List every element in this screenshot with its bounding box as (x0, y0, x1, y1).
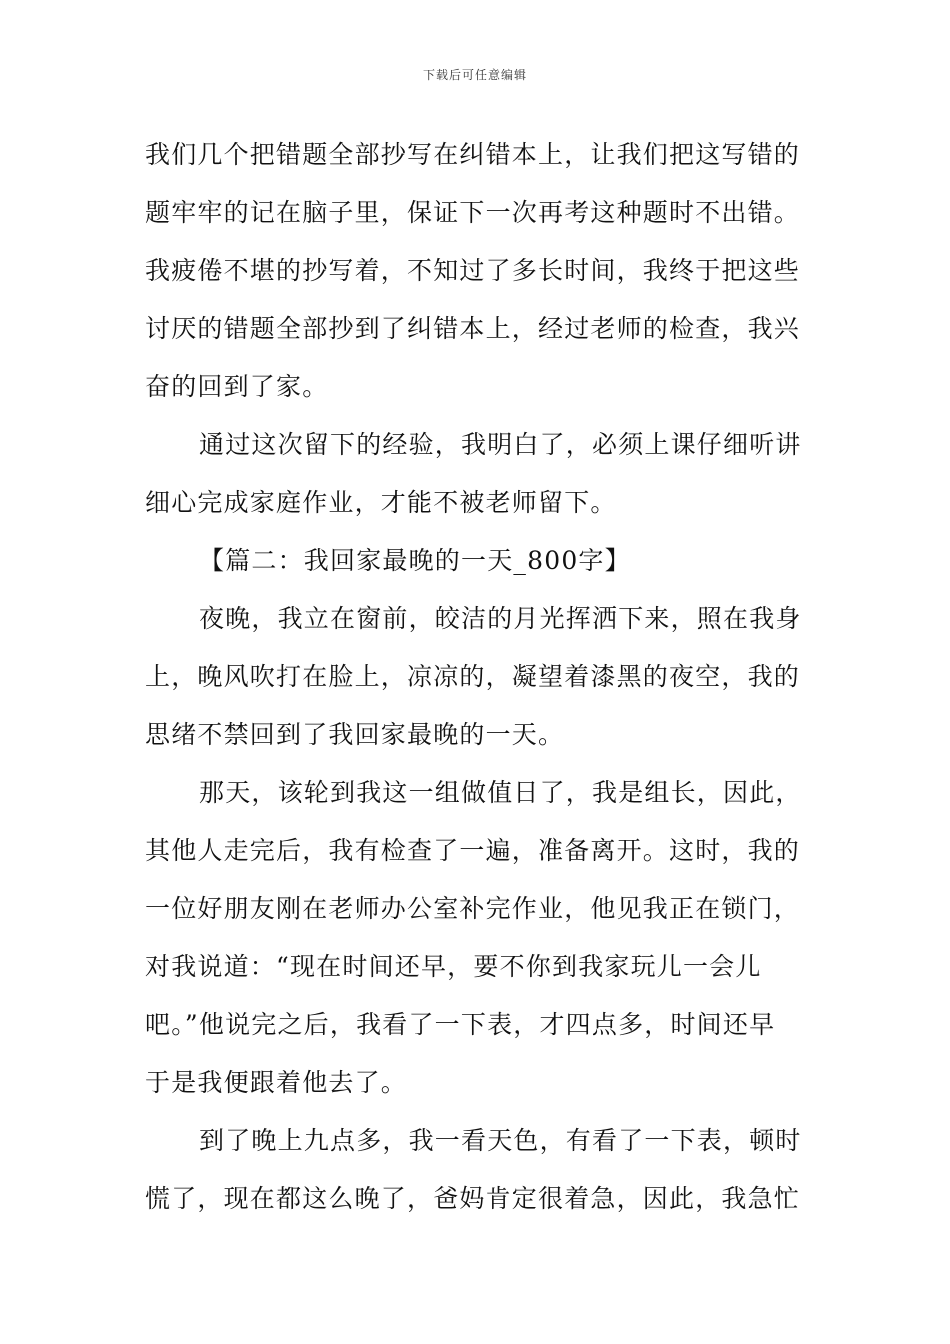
text-line: 思绪不禁回到了我回家最晚的一天。 (145, 720, 565, 749)
text-line: 细心完成家庭作业，才能不被老师留下。 (145, 488, 617, 517)
paragraph-start: 通过这次留下的经验，我明白了，必须上课仔细听讲 (199, 430, 802, 459)
document-body (145, 126, 810, 1228)
text-line: 一位好朋友刚在老师办公室补完作业，他见我正在锁门， (145, 894, 801, 923)
text-line: 吧。”他说完之后，我看了一下表，才四点多，时间还早 (145, 1010, 776, 1039)
section-heading: 【篇二：我回家最晚的一天_800字】 (199, 546, 631, 575)
text-line: 其他人走完后，我有检查了一遍，准备离开。这时，我的 (145, 836, 801, 865)
paragraph-start: 到了晚上九点多，我一看天色，有看了一下表，顿时 (199, 1126, 802, 1155)
page-header: 下载后可任意编辑 (422, 68, 527, 82)
text-line: 讨厌的错题全部抄到了纠错本上，经过老师的检查，我兴 (145, 314, 801, 343)
paragraph-start: 那天，该轮到我这一组做值日了，我是组长，因此， (199, 778, 802, 807)
text-line: 我疲倦不堪的抄写着，不知过了多长时间，我终于把这些 (145, 256, 801, 285)
text-line: 题牢牢的记在脑子里，保证下一次再考这种题时不出错。 (145, 198, 801, 227)
text-line: 慌了，现在都这么晚了，爸妈肯定很着急，因此，我急忙 (145, 1184, 801, 1213)
paragraph-start: 夜晚，我立在窗前，皎洁的月光挥洒下来，照在我身 (199, 604, 802, 633)
text-line: 于是我便跟着他去了。 (145, 1068, 408, 1097)
text-line: 我们几个把错题全部抄写在纠错本上，让我们把这写错的 (145, 140, 801, 169)
text-line: 上，晚风吹打在脸上，凉凉的，凝望着漆黑的夜空，我的 (145, 662, 801, 691)
text-line: 奋的回到了家。 (145, 372, 329, 401)
text-line: 对我说道：“现在时间还早，要不你到我家玩儿一会儿 (145, 952, 762, 981)
